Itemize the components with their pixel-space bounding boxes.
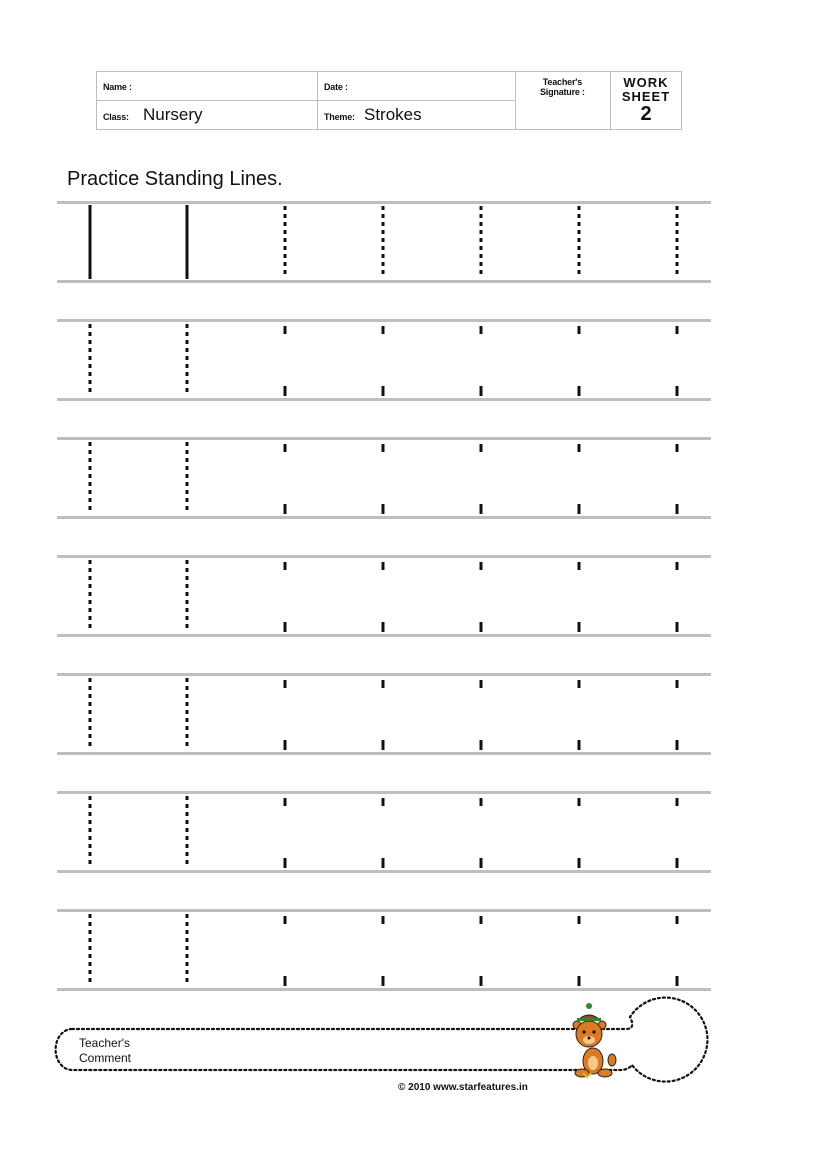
worksheet-label-1: WORK [623, 75, 669, 90]
practice-row [90, 324, 677, 396]
class-label: Class: [103, 112, 129, 122]
copyright-text: © 2010 www.starfeatures.in [398, 1082, 528, 1093]
teacher-comment-label-2: Comment [79, 1051, 132, 1065]
teacher-signature-label-2: Signature : [540, 87, 585, 97]
practice-row [90, 442, 677, 514]
worksheet-label-2: SHEET [621, 89, 671, 104]
teacher-comment-label-1: Teacher's [79, 1036, 130, 1050]
date-label: Date : [324, 82, 348, 92]
teacher-comment-label [79, 1036, 131, 1066]
teacher-comment-box[interactable] [56, 998, 708, 1082]
teacher-signature-label-1: Teacher's [542, 77, 582, 87]
practice-row [90, 205, 677, 279]
practice-row [90, 678, 677, 750]
name-label: Name : [103, 82, 132, 92]
page-title: Practice Standing Lines. [67, 168, 283, 190]
bear-mascot-icon [573, 1003, 616, 1077]
practice-row [90, 796, 677, 868]
theme-value: Strokes [364, 105, 422, 124]
theme-label: Theme: [324, 112, 355, 122]
practice-row [90, 914, 677, 986]
practice-row [90, 560, 677, 632]
worksheet-number: 2 [640, 103, 652, 125]
class-value: Nursery [143, 105, 203, 124]
